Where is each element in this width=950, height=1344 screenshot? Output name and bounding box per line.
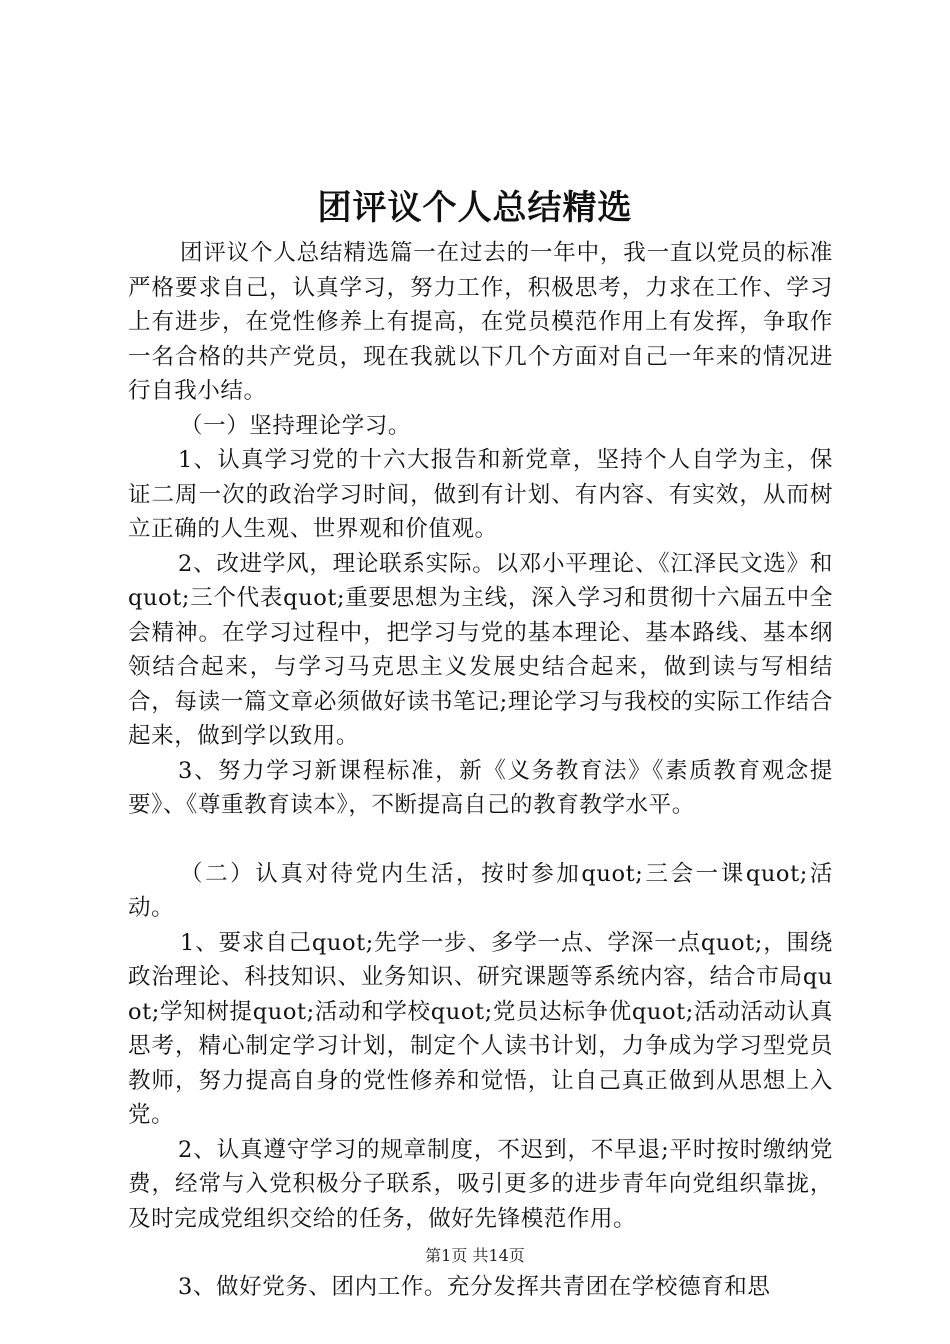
paragraph-intro: 团评议个人总结精选篇一在过去的一年中，我一直以党员的标准严格要求自己，认真学习，努力工作，积极思考，力求在工作、学习上有进步，在党性修养上有提高，在党员模范作用上有发挥，争取作一名合格的共产党员，现在我就以下几个方面对自己一年来的情况进行自我小结。: [128, 240, 833, 404]
section-heading-2: （二）认真对待党内生活，按时参加quot;三会一课quot;活动。: [128, 860, 833, 921]
page-number-footer: 第1页 共14页: [425, 1246, 525, 1265]
paragraph-1-2: 2、改进学风，理论联系实际。以邓小平理论、《江泽民文选》和quot;三个代表quot;重要思想为主线，深入学习和贯彻十六届五中全会精神。在学习过程中，把学习与党的基本理论、基本路线、基本纲领结合起来，与学习马克思主义发展史结合起来，做到读与写相结合，每读一篇文章必须做好读书笔记;理论学习与我校的实际工作结合起来，做到学以致用。: [128, 550, 833, 749]
paragraph-1-3: 3、努力学习新课程标准，新《义务教育法》《素质教育观念提要》、《尊重教育读本》，不断提高自己的教育教学水平。: [128, 757, 833, 818]
document-title: 团评议个人总结精选: [317, 188, 633, 228]
paragraph-2-3: 3、做好党务、团内工作。充分发挥共青团在学校德育和思: [178, 1274, 771, 1300]
paragraph-2-2: 2、认真遵守学习的规章制度，不迟到，不早退;平时按时缴纳党费，经常与入党积极分子联系，吸引更多的进步青年向党组织靠拢，及时完成党组织交给的任务，做好先锋模范作用。: [128, 1136, 833, 1232]
paragraph-2-1: 1、要求自己quot;先学一步、多学一点、学深一点quot;，围绕政治理论、科技知识、业务知识、研究课题等系统内容，结合市局quot;学知树提quot;活动和学校quot;党员达标争优quot;活动活动认真思考，精心制定学习计划，制定个人读书计划，力争成为学习型党员教师，努力提高自身的党性修养和觉悟，让自己真正做到从思想上入党。: [128, 929, 833, 1128]
section-heading-1: （一）坚持理论学习。: [180, 412, 412, 439]
paragraph-1-1: 1、认真学习党的十六大报告和新党章，坚持个人自学为主，保证二周一次的政治学习时间，做到有计划、有内容、有实效，从而树立正确的人生观、世界观和价值观。: [128, 447, 833, 542]
document-body: [128, 236, 833, 1305]
